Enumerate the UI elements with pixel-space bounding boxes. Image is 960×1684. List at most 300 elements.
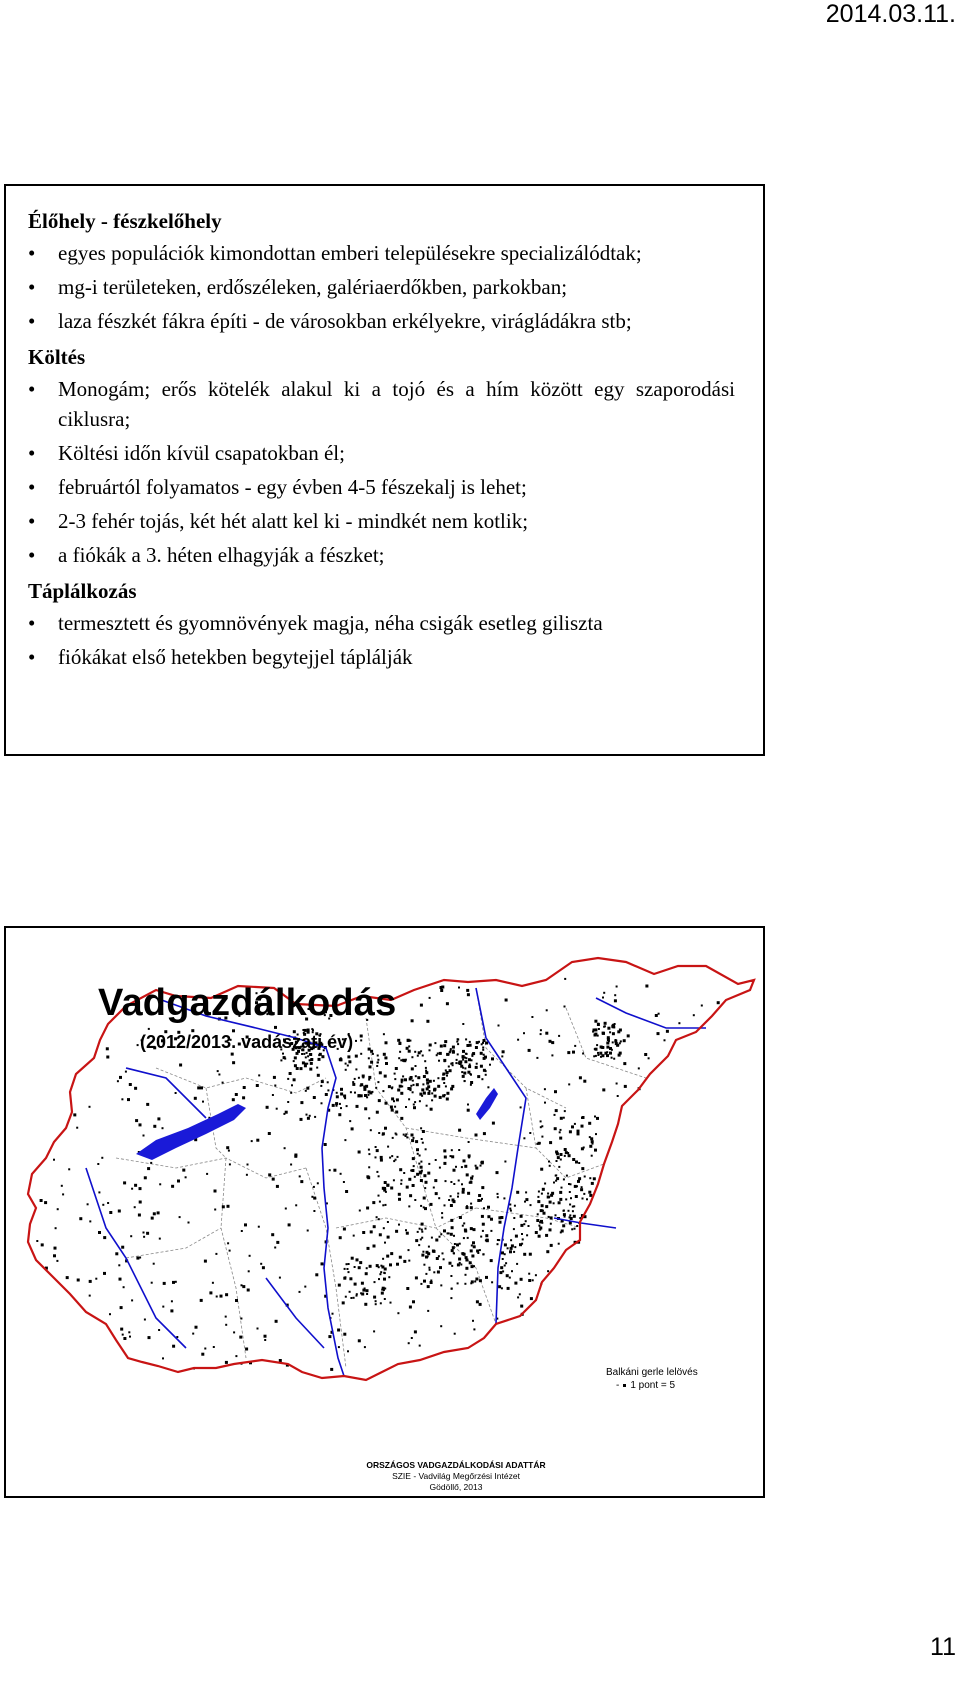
shooting-point: [428, 1267, 430, 1269]
shooting-point: [420, 1238, 422, 1240]
shooting-point: [396, 1263, 399, 1266]
page-number: 11: [930, 1633, 956, 1661]
slide-map: [4, 926, 765, 1498]
shooting-point: [290, 1092, 292, 1094]
shooting-point: [596, 1117, 599, 1120]
shooting-point: [131, 1188, 133, 1190]
shooting-point: [507, 1287, 510, 1290]
shooting-point: [481, 1078, 483, 1080]
shooting-point: [293, 1078, 296, 1081]
list-item: [28, 438, 735, 468]
shooting-point: [478, 1041, 480, 1043]
shooting-point: [496, 1171, 499, 1174]
shooting-point: [438, 1255, 440, 1257]
credit-line: Gödöllő, 2013: [429, 1482, 483, 1492]
shooting-point: [360, 1083, 363, 1086]
shooting-point: [258, 1226, 260, 1228]
shooting-point: [470, 1206, 473, 1209]
shooting-point: [420, 1179, 423, 1182]
bullet-icon: •: [28, 611, 36, 635]
shooting-point: [77, 1279, 80, 1282]
shooting-point: [313, 1210, 315, 1212]
shooting-point: [336, 1095, 339, 1098]
shooting-point: [517, 1039, 519, 1041]
shooting-point: [426, 1087, 429, 1090]
shooting-point: [129, 1336, 131, 1338]
shooting-point: [358, 1339, 361, 1342]
shooting-point: [362, 1075, 365, 1078]
shooting-point: [483, 1253, 485, 1255]
shooting-point: [571, 1125, 574, 1128]
shooting-point: [425, 1228, 427, 1230]
shooting-point: [204, 1260, 207, 1263]
shooting-point: [464, 1060, 467, 1063]
shooting-point: [541, 1204, 544, 1207]
bullet-icon: •: [28, 309, 36, 333]
shooting-point: [404, 1078, 407, 1081]
shooting-point: [458, 1149, 460, 1151]
shooting-point: [119, 1076, 122, 1079]
shooting-point: [597, 1054, 599, 1056]
shooting-point: [440, 989, 443, 992]
shooting-point: [487, 1086, 489, 1088]
map-credit: [346, 1460, 566, 1493]
shooting-point: [426, 1082, 429, 1085]
shooting-point: [435, 1192, 438, 1195]
shooting-point: [449, 1262, 452, 1265]
shooting-point: [370, 1129, 372, 1131]
shooting-point: [309, 1115, 311, 1117]
shooting-point: [475, 1165, 477, 1167]
shooting-point: [421, 1237, 423, 1239]
shooting-point: [411, 1139, 414, 1142]
shooting-point: [365, 1272, 368, 1275]
shooting-point: [510, 1239, 512, 1241]
shooting-point: [95, 1278, 97, 1280]
shooting-point: [575, 1195, 578, 1198]
shooting-point: [414, 1199, 416, 1201]
shooting-point: [344, 1268, 346, 1270]
shooting-point: [143, 1236, 145, 1238]
shooting-point: [576, 1225, 578, 1227]
shooting-point: [305, 1056, 307, 1058]
shooting-point: [437, 1271, 440, 1274]
shooting-point: [408, 1045, 410, 1047]
shooting-point: [490, 1230, 492, 1232]
shooting-point: [595, 1055, 597, 1057]
shooting-point: [523, 1253, 526, 1256]
shooting-point: [420, 1127, 422, 1129]
shooting-point: [134, 1184, 137, 1187]
shooting-point: [538, 1142, 541, 1145]
shooting-point: [390, 1106, 393, 1109]
shooting-point: [480, 1200, 482, 1202]
shooting-point: [98, 1191, 100, 1193]
shooting-point: [470, 1249, 473, 1252]
shooting-point: [358, 1266, 361, 1269]
shooting-point: [131, 1299, 133, 1301]
shooting-point: [369, 1265, 372, 1268]
shooting-point: [427, 1172, 430, 1175]
shooting-point: [401, 1085, 403, 1087]
shooting-point: [539, 1221, 541, 1223]
shooting-point: [325, 1093, 328, 1096]
shooting-point: [372, 1053, 374, 1055]
shooting-point: [387, 1146, 389, 1148]
shooting-point: [614, 999, 617, 1002]
shooting-point: [391, 1109, 394, 1112]
shooting-point: [457, 1196, 459, 1198]
shooting-point: [545, 1234, 548, 1237]
shooting-point: [229, 1163, 231, 1165]
shooting-point: [554, 1127, 557, 1130]
shooting-point: [320, 1085, 322, 1087]
shooting-point: [347, 1055, 350, 1058]
shooting-point: [409, 1306, 412, 1309]
shooting-point: [242, 1096, 245, 1099]
shooting-point: [505, 1262, 507, 1264]
shooting-point: [151, 1217, 154, 1220]
shooting-point: [523, 1223, 525, 1225]
shooting-point: [514, 1282, 517, 1285]
shooting-point: [348, 1271, 350, 1273]
shooting-point: [311, 1196, 313, 1198]
shooting-point: [400, 1183, 402, 1185]
shooting-point: [412, 1184, 415, 1187]
shooting-point: [540, 1120, 542, 1122]
shooting-point: [457, 1193, 459, 1195]
shooting-point: [384, 1272, 386, 1274]
shooting-point: [153, 1125, 156, 1128]
list-item-text: februártól folyamatos - egy évben 4-5 fészekalj is lehet;: [58, 475, 527, 499]
shooting-point: [364, 1288, 366, 1290]
shooting-point: [157, 1211, 160, 1214]
shooting-point: [306, 1087, 309, 1090]
shooting-point: [381, 1292, 384, 1295]
shooting-point: [422, 1142, 424, 1144]
list-item-text: Monogám; erős kötelék alakul ki a tojó és a hím között egy szaporodási ciklusra;: [58, 377, 735, 431]
shooting-point: [450, 1233, 453, 1236]
shooting-point: [550, 1216, 553, 1219]
shooting-point: [419, 1155, 421, 1157]
shooting-point: [222, 1205, 225, 1208]
shooting-point: [378, 1099, 381, 1102]
shooting-point: [383, 1278, 386, 1281]
shooting-point: [568, 1083, 570, 1085]
shooting-point: [103, 1236, 106, 1239]
shooting-point: [577, 1130, 580, 1133]
shooting-point: [337, 1329, 340, 1332]
shooting-point: [384, 1268, 387, 1271]
shooting-point: [403, 1134, 405, 1136]
shooting-point: [425, 1273, 427, 1275]
shooting-point: [426, 1078, 429, 1081]
county-border-line: [406, 1128, 536, 1148]
list-item: [28, 540, 735, 570]
shooting-point: [268, 1173, 271, 1176]
shooting-point: [538, 1225, 540, 1227]
shooting-point: [467, 1237, 469, 1239]
shooting-point: [443, 1258, 445, 1260]
shooting-point: [548, 1161, 550, 1163]
shooting-point: [544, 1102, 546, 1104]
shooting-point: [457, 1282, 459, 1284]
shooting-point: [470, 1203, 472, 1205]
legend-item-text: 1 pont = 5: [630, 1380, 676, 1391]
shooting-point: [451, 1288, 453, 1290]
shooting-point: [413, 1104, 415, 1106]
shooting-point: [121, 1246, 124, 1249]
shooting-point: [376, 1171, 378, 1173]
shooting-point: [464, 1283, 466, 1285]
shooting-point: [429, 1049, 431, 1051]
shooting-point: [385, 1062, 388, 1065]
shooting-point: [549, 1040, 552, 1043]
shooting-point: [501, 1055, 503, 1057]
shooting-point: [398, 1193, 401, 1196]
shooting-point: [380, 1302, 382, 1304]
shooting-point: [338, 1346, 340, 1348]
shooting-point: [216, 1296, 218, 1298]
shooting-point: [464, 1080, 466, 1082]
shooting-point: [453, 1252, 455, 1254]
shooting-point: [414, 1330, 417, 1333]
shooting-point: [411, 1019, 414, 1022]
shooting-point: [222, 1082, 224, 1084]
shooting-point: [595, 1133, 597, 1135]
shooting-point: [559, 1198, 562, 1201]
shooting-point: [395, 1230, 398, 1233]
shooting-point: [569, 1216, 571, 1218]
shooting-point: [118, 1210, 121, 1213]
shooting-point: [484, 1056, 487, 1059]
shooting-point: [366, 1267, 368, 1269]
shooting-point: [401, 1079, 404, 1082]
shooting-point: [567, 1051, 570, 1054]
shooting-point: [429, 1044, 432, 1047]
shooting-point: [117, 1080, 119, 1082]
shooting-point: [568, 1210, 570, 1212]
shooting-point: [123, 1286, 125, 1288]
shooting-point: [434, 1095, 437, 1098]
shooting-point: [502, 1050, 505, 1053]
shooting-point: [509, 1277, 511, 1279]
shooting-point: [451, 1155, 454, 1158]
shooting-point: [541, 1136, 543, 1138]
shooting-point: [356, 1295, 358, 1297]
shooting-point: [309, 1068, 312, 1071]
shooting-point: [564, 1006, 566, 1008]
shooting-point: [446, 1072, 448, 1074]
shooting-point: [549, 1201, 552, 1204]
shooting-point: [411, 1067, 414, 1070]
shooting-point: [463, 1237, 465, 1239]
shooting-point: [382, 1132, 385, 1135]
shooting-point: [455, 1166, 457, 1168]
shooting-point: [415, 1075, 417, 1077]
shooting-point: [355, 1040, 357, 1042]
shooting-point: [591, 1155, 593, 1157]
shooting-point: [395, 1111, 398, 1114]
shooting-point: [531, 1016, 533, 1018]
shooting-point: [382, 1090, 384, 1092]
shooting-point: [574, 1228, 576, 1230]
shooting-point: [339, 1236, 342, 1239]
bullet-icon: •: [28, 441, 36, 465]
shooting-point: [89, 1295, 91, 1297]
shooting-point: [717, 1001, 720, 1004]
shooting-point: [420, 1166, 423, 1169]
shooting-point: [146, 1232, 149, 1235]
shooting-point: [368, 1079, 370, 1081]
shooting-point: [523, 1137, 525, 1139]
shooting-point: [380, 1271, 382, 1273]
list-item: [28, 374, 735, 434]
shooting-point: [294, 1056, 297, 1059]
shooting-point: [226, 1146, 229, 1149]
shooting-point: [411, 1337, 413, 1339]
shooting-point: [413, 1106, 416, 1109]
shooting-point: [443, 1044, 446, 1047]
shooting-point: [539, 1227, 542, 1230]
shooting-point: [162, 1306, 164, 1308]
shooting-point: [458, 1258, 461, 1261]
shooting-point: [340, 1093, 343, 1096]
shooting-point: [462, 1023, 464, 1025]
shooting-point: [429, 1090, 431, 1092]
shooting-point: [583, 1193, 585, 1195]
shooting-point: [509, 1208, 511, 1210]
shooting-point: [376, 1111, 379, 1114]
section-heading-breeding: Költés: [28, 345, 86, 369]
shooting-point: [473, 1228, 476, 1231]
shooting-point: [437, 1077, 439, 1079]
map-subtitle: (2012/2013. vadászati év): [140, 1032, 354, 1052]
shooting-point: [44, 1201, 47, 1204]
shooting-point: [481, 1186, 484, 1189]
shooting-point: [401, 1179, 403, 1181]
shooting-point: [568, 1154, 571, 1157]
shooting-point: [554, 1114, 556, 1116]
shooting-point: [470, 1074, 472, 1076]
shooting-point: [379, 1233, 382, 1236]
shooting-point: [289, 1072, 292, 1075]
shooting-point: [497, 1193, 499, 1195]
shooting-point: [431, 1099, 433, 1101]
shooting-point: [693, 1014, 695, 1016]
shooting-point: [458, 987, 460, 989]
shooting-point: [355, 1055, 358, 1058]
shooting-point: [380, 1156, 383, 1159]
list-item-text: mg-i területeken, erdőszéleken, galériaerdőkben, parkokban;: [58, 275, 568, 299]
shooting-point: [179, 1216, 181, 1218]
shooting-point: [451, 1149, 453, 1151]
shooting-point: [347, 1065, 349, 1067]
shooting-point: [364, 1107, 367, 1110]
shooting-point: [528, 1225, 530, 1227]
shooting-point: [245, 1348, 248, 1351]
shooting-point: [182, 1169, 185, 1172]
list-item-text: termesztett és gyomnövények magja, néha csigák esetleg giliszta: [58, 611, 603, 635]
shooting-point: [459, 1216, 462, 1219]
shooting-point: [450, 1195, 452, 1197]
shooting-point: [200, 1086, 203, 1089]
shooting-point: [344, 1097, 346, 1099]
shooting-point: [483, 1054, 485, 1056]
shooting-point: [338, 1113, 341, 1116]
shooting-point: [410, 1085, 412, 1087]
shooting-point: [444, 1156, 447, 1159]
shooting-point: [525, 1191, 527, 1193]
shooting-point: [563, 1178, 565, 1180]
shooting-point: [443, 1149, 446, 1152]
shooting-point: [360, 1035, 363, 1038]
shooting-point: [309, 1053, 312, 1056]
shooting-point: [307, 1055, 309, 1057]
shooting-point: [468, 1154, 471, 1157]
slide-text-content: [28, 204, 735, 672]
shooting-point: [551, 1041, 554, 1044]
shooting-point: [584, 1176, 586, 1178]
shooting-point: [399, 1256, 402, 1259]
shooting-point: [390, 1252, 393, 1255]
shooting-point: [419, 1100, 421, 1102]
shooting-point: [329, 1169, 331, 1171]
shooting-point: [430, 1108, 433, 1111]
shooting-point: [538, 1235, 541, 1238]
shooting-point: [523, 1032, 525, 1034]
shooting-point: [89, 1106, 91, 1108]
shooting-point: [348, 1263, 350, 1265]
shooting-point: [232, 1061, 235, 1064]
shooting-point: [591, 1182, 594, 1185]
shooting-point: [440, 1284, 442, 1286]
shooting-point: [394, 1106, 396, 1108]
shooting-point: [353, 1235, 355, 1237]
shooting-point: [103, 1272, 106, 1275]
shooting-point: [421, 1231, 423, 1233]
shooting-point: [501, 1251, 504, 1254]
shooting-point: [577, 1132, 580, 1135]
shooting-point: [467, 1192, 470, 1195]
shooting-point: [172, 1281, 175, 1284]
shooting-point: [364, 1346, 366, 1348]
shooting-point: [655, 1014, 658, 1017]
shooting-point: [440, 1325, 442, 1327]
shooting-point: [454, 1243, 456, 1245]
shooting-point: [419, 1228, 421, 1230]
shooting-point: [470, 1227, 473, 1230]
shooting-point: [658, 1013, 660, 1015]
shooting-point: [588, 1191, 591, 1194]
shooting-point: [586, 1198, 588, 1200]
shooting-point: [128, 1331, 130, 1333]
shooting-point: [472, 1320, 474, 1322]
shooting-point: [560, 1129, 562, 1131]
river-line: [596, 998, 706, 1028]
list-item: [28, 642, 735, 672]
shooting-point: [535, 1274, 537, 1276]
shooting-point: [465, 1038, 467, 1040]
shooting-point: [453, 1200, 456, 1203]
shooting-point: [556, 1177, 559, 1180]
shooting-point: [373, 1225, 376, 1228]
shooting-point: [530, 1204, 532, 1206]
shooting-point: [287, 1078, 289, 1080]
county-border-line: [336, 1208, 476, 1228]
shooting-point: [415, 1239, 418, 1242]
shooting-point: [293, 1060, 295, 1062]
